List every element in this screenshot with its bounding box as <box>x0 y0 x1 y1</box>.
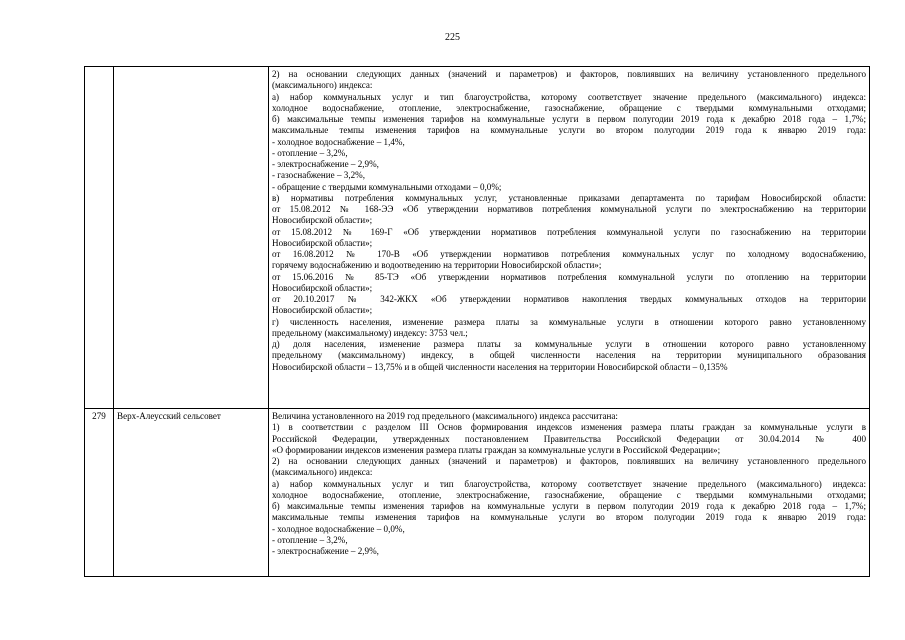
text-line: от 16.08.2012 № 170-В «Об утверждении нормативов потребления коммунальных услуг по холодному водоснабжению, <box>272 249 866 259</box>
text-line: от 15.06.2016 № 85-ТЭ «Об утверждении нормативов потребления коммунальной услуги по отоплению на территории <box>272 271 866 282</box>
text-line: - газоснабжение – 3,2%, <box>272 170 365 181</box>
text-line: - электроснабжение – 2,9%, <box>272 546 379 556</box>
text-line: б) максимальные темпы изменения тарифов на коммунальные услуги в первом полугодии 2019 года к декабрю 2018 года – 1,7%; <box>272 501 866 511</box>
text-line: д) доля населения, изменение размера платы за коммунальные услуги в отношении которого равно установленному <box>272 339 866 349</box>
text-line: горячему водоснабжению и водоотведению на территории Новосибирской области»; <box>272 260 602 271</box>
text-line: а) набор коммунальных услуг и тип благоустройства, которому соответствует значение предельного (максимального) индекса: <box>272 91 866 102</box>
table-row <box>85 67 870 409</box>
text-line: а) набор коммунальных услуг и тип благоустройства, которому соответствует значение предельного (максимального) индекса: <box>272 478 866 489</box>
text-line: холодное водоснабжение, отопление, электроснабжение, газоснабжение, обращение с твердыми коммунальными отходами; <box>272 102 866 113</box>
text-line: «О формировании индексов изменения размера платы граждан за коммунальные услуги в Российской Федерации»; <box>272 444 721 455</box>
text-line: Российской Федерации, утвержденных постановлением Правительства Российской Федерации от 30.04.2014 № 400 <box>272 433 866 444</box>
text-line: 2) на основании следующих данных (значений и параметров) и факторов, повлиявших на величину установленного предельного <box>272 456 866 466</box>
text-line: - отопление – 3,2%, <box>272 147 348 158</box>
text-line: - отопление – 3,2%, <box>272 534 348 545</box>
municipality-name-cell: Верх-Алеусский сельсовет <box>114 409 269 577</box>
text-line: предельному (максимальному) индексу, в общей численности населения на территории муниципального образования <box>272 350 866 361</box>
index-description-cell <box>269 67 870 409</box>
text-line: Новосибирской области»; <box>272 237 373 248</box>
text-line: предельному (максимальному) индексу: 3753 чел.; <box>272 327 468 338</box>
text-line: от 20.10.2017 № 342-ЖКХ «Об утверждении нормативов накопления твердых коммунальных отходов на территории <box>272 294 866 304</box>
text-line: Величина установленного на 2019 год предельного (максимального) индекса рассчитана: <box>272 411 618 421</box>
text-line: от 15.08.2012 № 169-Г «Об утверждении нормативов потребления коммунальной услуги по газоснабжению на территории <box>272 226 866 237</box>
municipality-name-cell <box>114 67 269 409</box>
document-table <box>84 66 870 577</box>
index-description-cell <box>269 409 870 577</box>
text-line: 2) на основании следующих данных (значений и параметров) и факторов, повлиявших на величину установленного предельного <box>272 69 866 79</box>
text-line: максимальные темпы изменения тарифов на коммунальные услуги во втором полугодии 2019 года к январю 2019 года: <box>272 125 866 136</box>
text-line: г) численность населения, изменение размера платы за коммунальные услуги в отношении которого равно установленному <box>272 316 866 327</box>
row-number-cell: 279 <box>85 409 114 577</box>
text-line: максимальные темпы изменения тарифов на коммунальные услуги во втором полугодии 2019 года к январю 2019 года: <box>272 512 866 523</box>
row-number-cell <box>85 67 114 409</box>
text-line: (максимального) индекса: <box>272 80 373 91</box>
text-line: Новосибирской области»; <box>272 215 373 226</box>
text-line: 1) в соответствии с разделом III Основ формирования индексов изменения размера платы граждан за коммунальные услуги в <box>272 422 866 433</box>
text-line: холодное водоснабжение, отопление, электроснабжение, газоснабжение, обращение с твердыми коммунальными отходами; <box>272 489 866 500</box>
text-line: б) максимальные темпы изменения тарифов на коммунальные услуги в первом полугодии 2019 года к декабрю 2018 года – 1,7%; <box>272 114 866 124</box>
table-row <box>85 409 870 577</box>
text-line: Новосибирской области»; <box>272 282 373 293</box>
text-line: от 15.08.2012 № 168-ЭЭ «Об утверждении нормативов потребления коммунальной услуги по электроснабжению на территории <box>272 204 866 214</box>
text-line: в) нормативы потребления коммунальных услуг, установленные приказами департамента по тарифам Новосибирской области: <box>272 192 866 203</box>
text-line: Новосибирской области»; <box>272 305 373 316</box>
text-line: - электроснабжение – 2,9%, <box>272 159 379 169</box>
text-line: - холодное водоснабжение – 0,0%, <box>272 523 405 534</box>
text-line: - обращение с твердыми коммунальными отходами – 0,0%; <box>272 181 502 192</box>
text-line: - холодное водоснабжение – 1,4%, <box>272 136 405 147</box>
page-number: 225 <box>445 32 460 43</box>
text-line: (максимального) индекса: <box>272 467 373 478</box>
text-line: Новосибирской области – 13,75% и в общей численности населения на территории Новосибирской области – 0,135% <box>272 361 728 372</box>
